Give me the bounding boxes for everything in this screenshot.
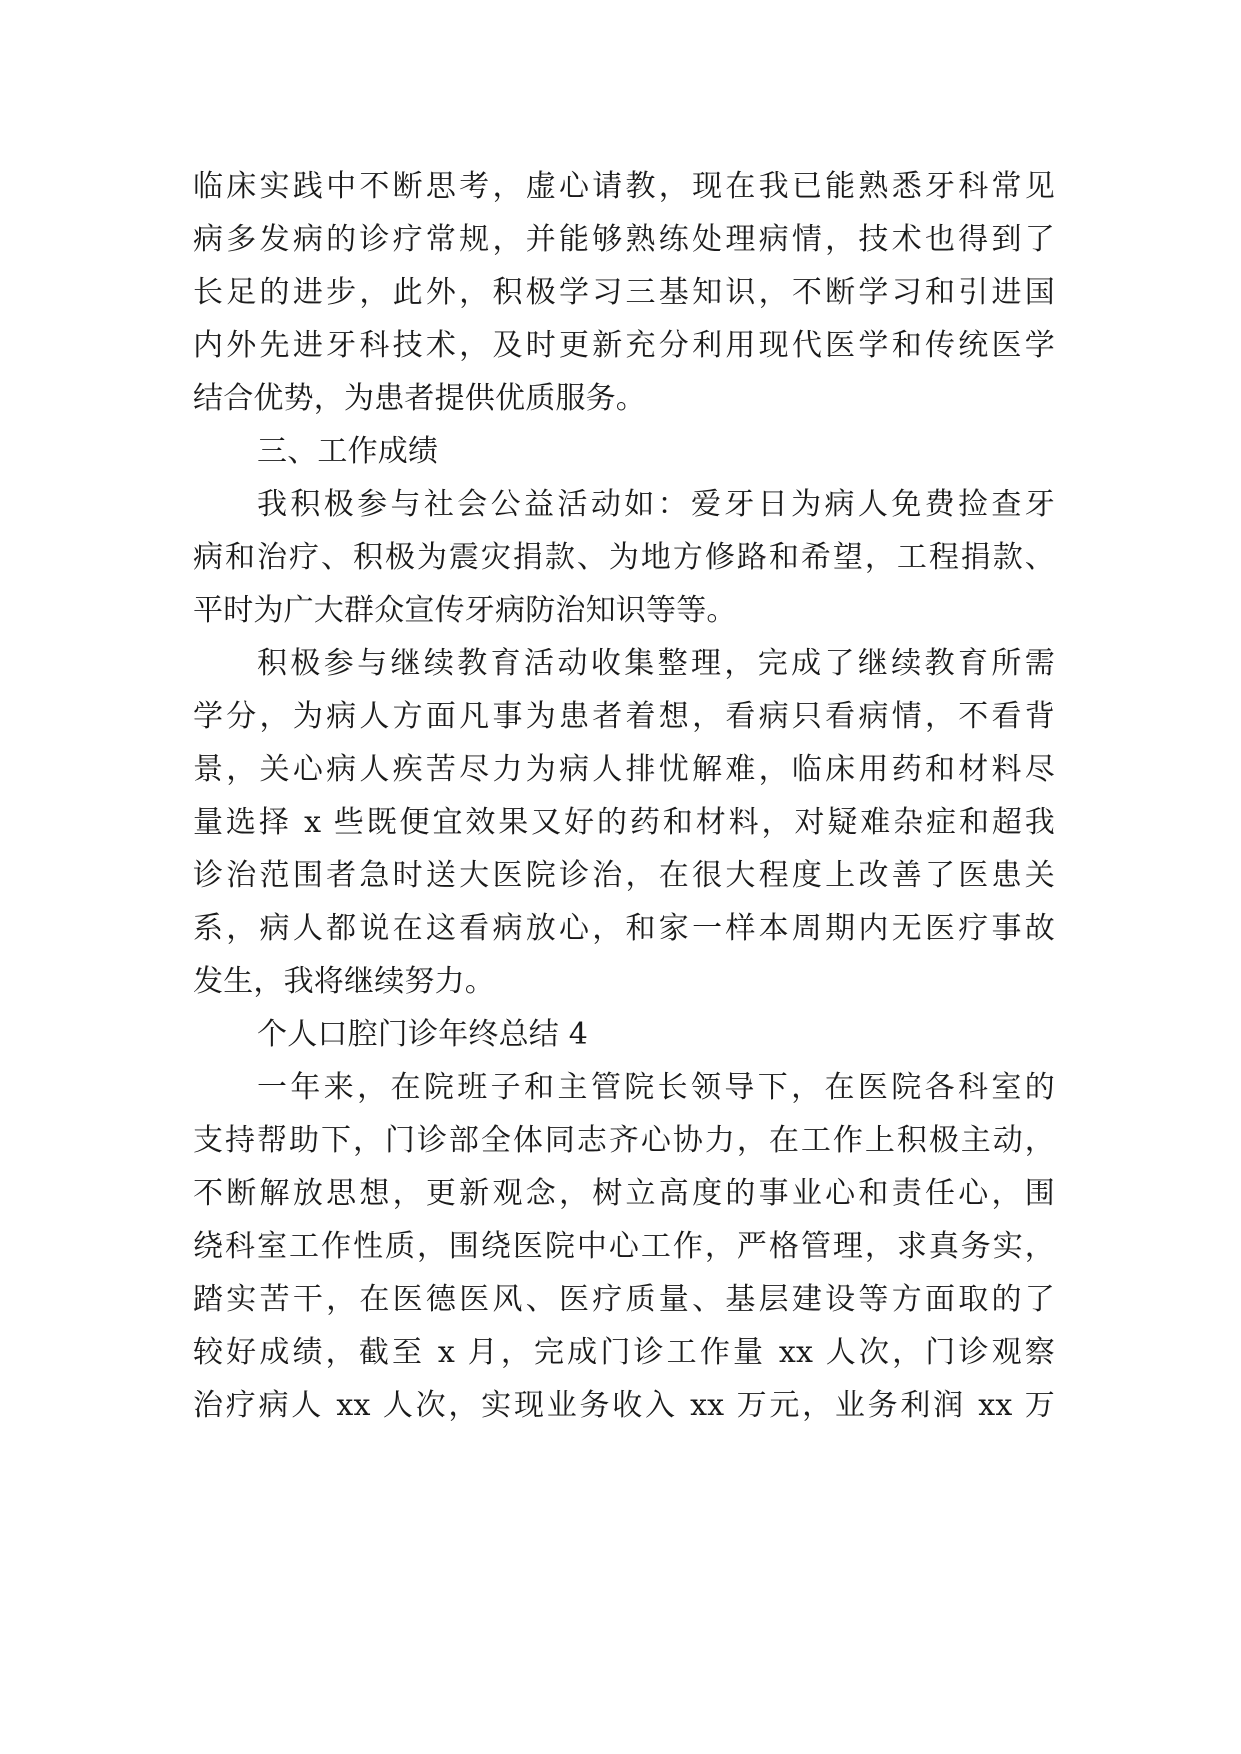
text-line: 一年来，在院班子和主管院长领导下，在医院各科室的 bbox=[257, 1070, 1055, 1105]
text-line: 学分，为病人方面凡事为患者着想，看病只看病情，不看背 bbox=[193, 699, 1055, 734]
text-line: 较好成绩，截至 x 月，完成门诊工作量 xx 人次，门诊观察 bbox=[193, 1335, 1055, 1370]
text-line: 我积极参与社会公益活动如：爱牙日为病人免费捡查牙 bbox=[257, 487, 1055, 522]
text-line: 景，关心病人疾苦尽力为病人排忧解难，临床用药和材料尽 bbox=[193, 752, 1055, 787]
text-line: 临床实践中不断思考，虚心请教，现在我已能熟悉牙科常见 bbox=[193, 169, 1055, 204]
text-line: 量选择 x 些既便宜效果又好的药和材料，对疑难杂症和超我 bbox=[193, 805, 1055, 840]
section-heading: 三、工作成绩 bbox=[257, 434, 439, 469]
document-body bbox=[193, 160, 1055, 1432]
text-line: 长足的进步，此外，积极学习三基知识，不断学习和引进国 bbox=[193, 275, 1055, 310]
text-line: 积极参与继续教育活动收集整理，完成了继续教育所需 bbox=[257, 646, 1055, 681]
text-line: 平时为广大群众宣传牙病防治知识等等。 bbox=[193, 593, 737, 628]
text-line: 系，病人都说在这看病放心，和家一样本周期内无医疗事故 bbox=[193, 911, 1055, 946]
text-line: 不断解放思想，更新观念，树立高度的事业心和责任心，围 bbox=[193, 1176, 1055, 1211]
text-line: 病多发病的诊疗常规，并能够熟练处理病情，技术也得到了 bbox=[193, 222, 1055, 257]
text-line: 内外先进牙科技术，及时更新充分利用现代医学和传统医学 bbox=[193, 328, 1055, 363]
text-line: 诊治范围者急时送大医院诊治，在很大程度上改善了医患关 bbox=[193, 858, 1055, 893]
text-line: 踏实苦干，在医德医风、医疗质量、基层建设等方面取的了 bbox=[193, 1282, 1055, 1317]
text-line: 治疗病人 xx 人次，实现业务收入 xx 万元，业务利润 xx 万 bbox=[193, 1388, 1055, 1423]
section-heading: 个人口腔门诊年终总结 4 bbox=[257, 1017, 589, 1052]
text-line: 绕科室工作性质，围绕医院中心工作，严格管理，求真务实， bbox=[193, 1229, 1055, 1264]
text-line: 结合优势，为患者提供优质服务。 bbox=[193, 381, 646, 416]
text-line: 发生，我将继续努力。 bbox=[193, 964, 495, 999]
text-line: 支持帮助下，门诊部全体同志齐心协力，在工作上积极主动， bbox=[193, 1123, 1055, 1158]
text-line: 病和治疗、积极为震灾捐款、为地方修路和希望，工程捐款、 bbox=[193, 540, 1055, 575]
